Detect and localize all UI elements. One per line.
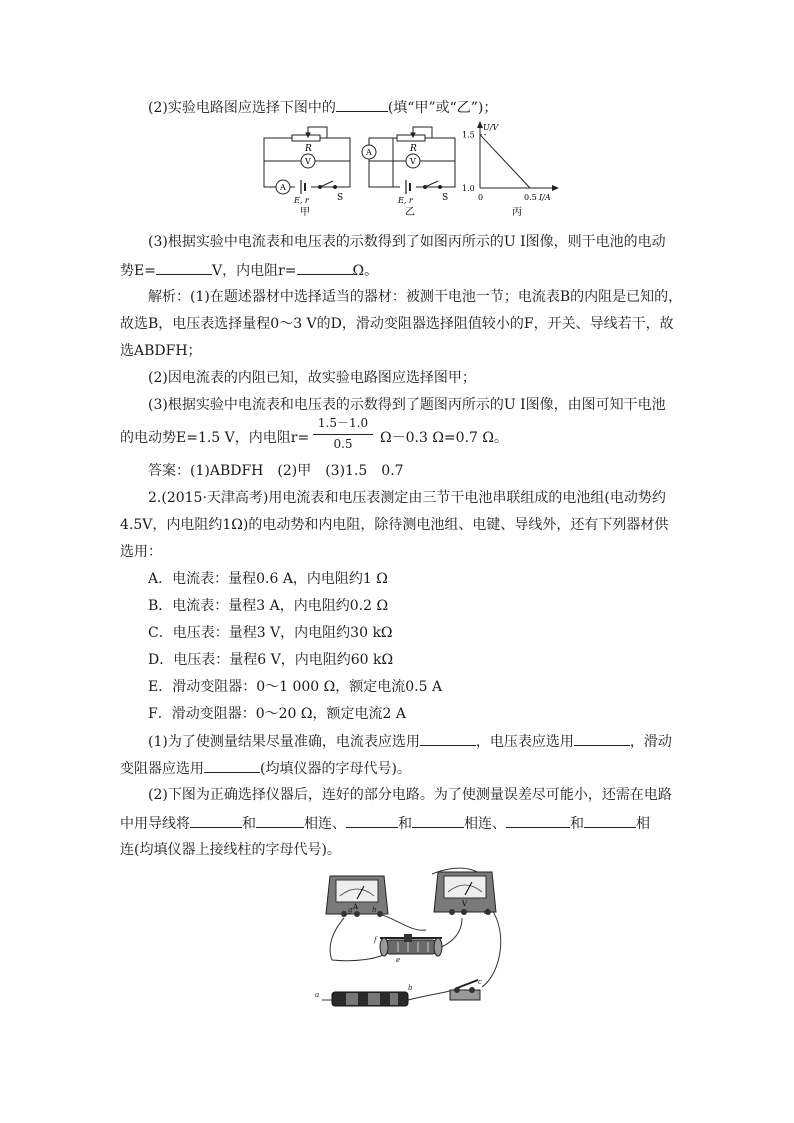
wire-h-e [380,914,426,930]
graph-caption: 丙 [512,207,522,218]
yi-caption: 乙 [405,207,415,218]
q2-part1-line2: 变阻器应选用 (均填仪器的字母代号)。 [120,758,411,779]
answer-blank-5[interactable] [506,813,570,828]
graph-y-tick-1.0: 1.0 [462,184,475,193]
yi-A-label: A [366,148,372,157]
graph-bing [462,121,559,218]
switch [450,980,480,1000]
solution-line6a: 的电动势E=1.5 V，内电阻r= [120,430,310,446]
apparatus-illustration [312,862,512,1012]
graph-xlabel: I/A [539,193,551,202]
question-part-3-line1: (3)根据实验中电流表和电压表的示数得到了如图丙所示的U I图像，则干电池的电动 [148,234,666,250]
voltmeter-symbol: V [462,900,468,908]
fraction-denominator: 0.5 [333,437,353,451]
jia-A-label: A [280,183,286,192]
jia-R-label: R [305,144,312,154]
answer-blank-voltmeter[interactable] [574,731,630,746]
answer-blank-1[interactable] [190,813,242,828]
terminal-label-c: c [478,978,482,986]
question-part-2: (2)实验电路图应选择下图中的 (填“甲”或“乙”)； [148,97,497,118]
solution-line4: (2)因电流表的内阻已知，故实验电路图应选择图甲； [148,370,476,386]
q2-line3: 选用： [120,544,162,560]
yi-S-label: S [442,193,449,203]
rheostat [380,934,442,956]
answer-blank-ammeter[interactable] [420,731,476,746]
jia-Er-label: E, r [294,196,309,205]
solution-line6b: Ω－0.3 Ω=0.7 Ω。 [380,430,508,446]
solution-line1: 解析：(1)在题述器材中选择适当的器材：被测干电池一节；电流表B的内阻是已知的， [148,289,683,305]
jia-S-label: S [337,193,344,203]
battery-pack [332,992,408,1006]
option-C: C．电压表：量程3 V，内电阻约30 kΩ [148,625,393,641]
answer-blank-2[interactable] [256,813,304,828]
yi-R-label: R [410,144,417,154]
q2-line2: 4.5V，内电阻约1Ω)的电动势和内电阻，除待测电池组、电键、导线外，还有下列器材供 [120,517,669,533]
q2-part2-line2: 中用导线将 和 相连、 和 相连、 和 相 [120,813,650,834]
answer-line: 答案：(1)ABDFH (2)甲 (3)1.5 0.7 [148,463,404,479]
graph-y-tick-1.5: 1.5 [462,130,475,140]
answer-blank-3[interactable] [346,813,398,828]
graph-series-line [480,135,530,188]
q2-part1-line1: (1)为了使测量结果尽量准确，电流表应选用 ，电压表应选用 ，滑动 [148,731,672,752]
circuit-figures [255,118,565,218]
jia-V-label: V [305,157,311,166]
yi-Er-label: E, r [398,196,413,205]
answer-blank[interactable] [336,97,388,112]
answer-blank-r[interactable] [297,260,353,275]
ammeter-symbol: A [353,903,359,911]
graph-x-arrow [552,185,559,191]
terminal-label-f: f [374,936,377,944]
wire-g-f [330,918,390,961]
terminal-label-g: g [348,906,353,914]
q2-line1: 2.(2015·天津高考)用电流表和电压表测定由三节干电池串联组成的电池组(电动势约 [148,490,666,506]
fraction-numerator: 1.5－1.0 [317,416,369,430]
solution-line2: 故选B，电压表选择量程0～3 V的D，滑动变阻器选择阻值较小的F，开关、导线若干，故 [120,316,674,332]
circuit-yi [362,127,455,196]
q2-part2-line1: (2)下图为正确选择仪器后，连好的部分电路。为了使测量误差尽可能小，还需在电路 [148,787,672,803]
answer-blank-6[interactable] [584,813,636,828]
ammeter [326,876,388,917]
terminal-label-h: h [372,906,377,914]
option-A: A．电流表：量程0.6 A，内电阻约1 Ω [148,571,388,587]
option-B: B．电流表：量程3 A，内电阻约0.2 Ω [148,598,389,614]
fraction-bar [313,434,373,435]
graph-x-tick-0.5: 0.5 [524,193,537,202]
answer-blank-4[interactable] [412,813,464,828]
terminal-label-a: a [315,991,320,999]
terminal-label-b: b [408,984,413,992]
answer-blank-E[interactable] [156,260,212,275]
graph-ylabel: U/V [483,123,499,132]
graph-x-tick-0: 0 [478,193,484,202]
question-part-3-line2: 势E= V，内电阻r= Ω。 [120,260,378,281]
option-D: D．电压表：量程6 V，内电阻约60 kΩ [148,652,394,668]
q2-part2-line3: 连(均填仪器上接线柱的字母代号)。 [120,842,341,858]
terminal-label-d: d [484,908,489,916]
option-F: F．滑动变阻器：0～20 Ω，额定电流2 A [148,706,406,722]
solution-line3: 选ABDFH； [120,343,202,359]
solution-line5: (3)根据实验中电流表和电压表的示数得到了题图丙所示的U I图像，由图可知干电池 [148,397,666,413]
option-E: E．滑动变阻器：0～1 000 Ω，额定电流0.5 A [148,679,443,695]
wire-d-switch [482,910,501,987]
terminal-label-e: e [396,956,401,964]
answer-blank-rheostat[interactable] [204,758,260,773]
jia-caption: 甲 [300,207,310,218]
yi-V-label: V [410,157,416,166]
